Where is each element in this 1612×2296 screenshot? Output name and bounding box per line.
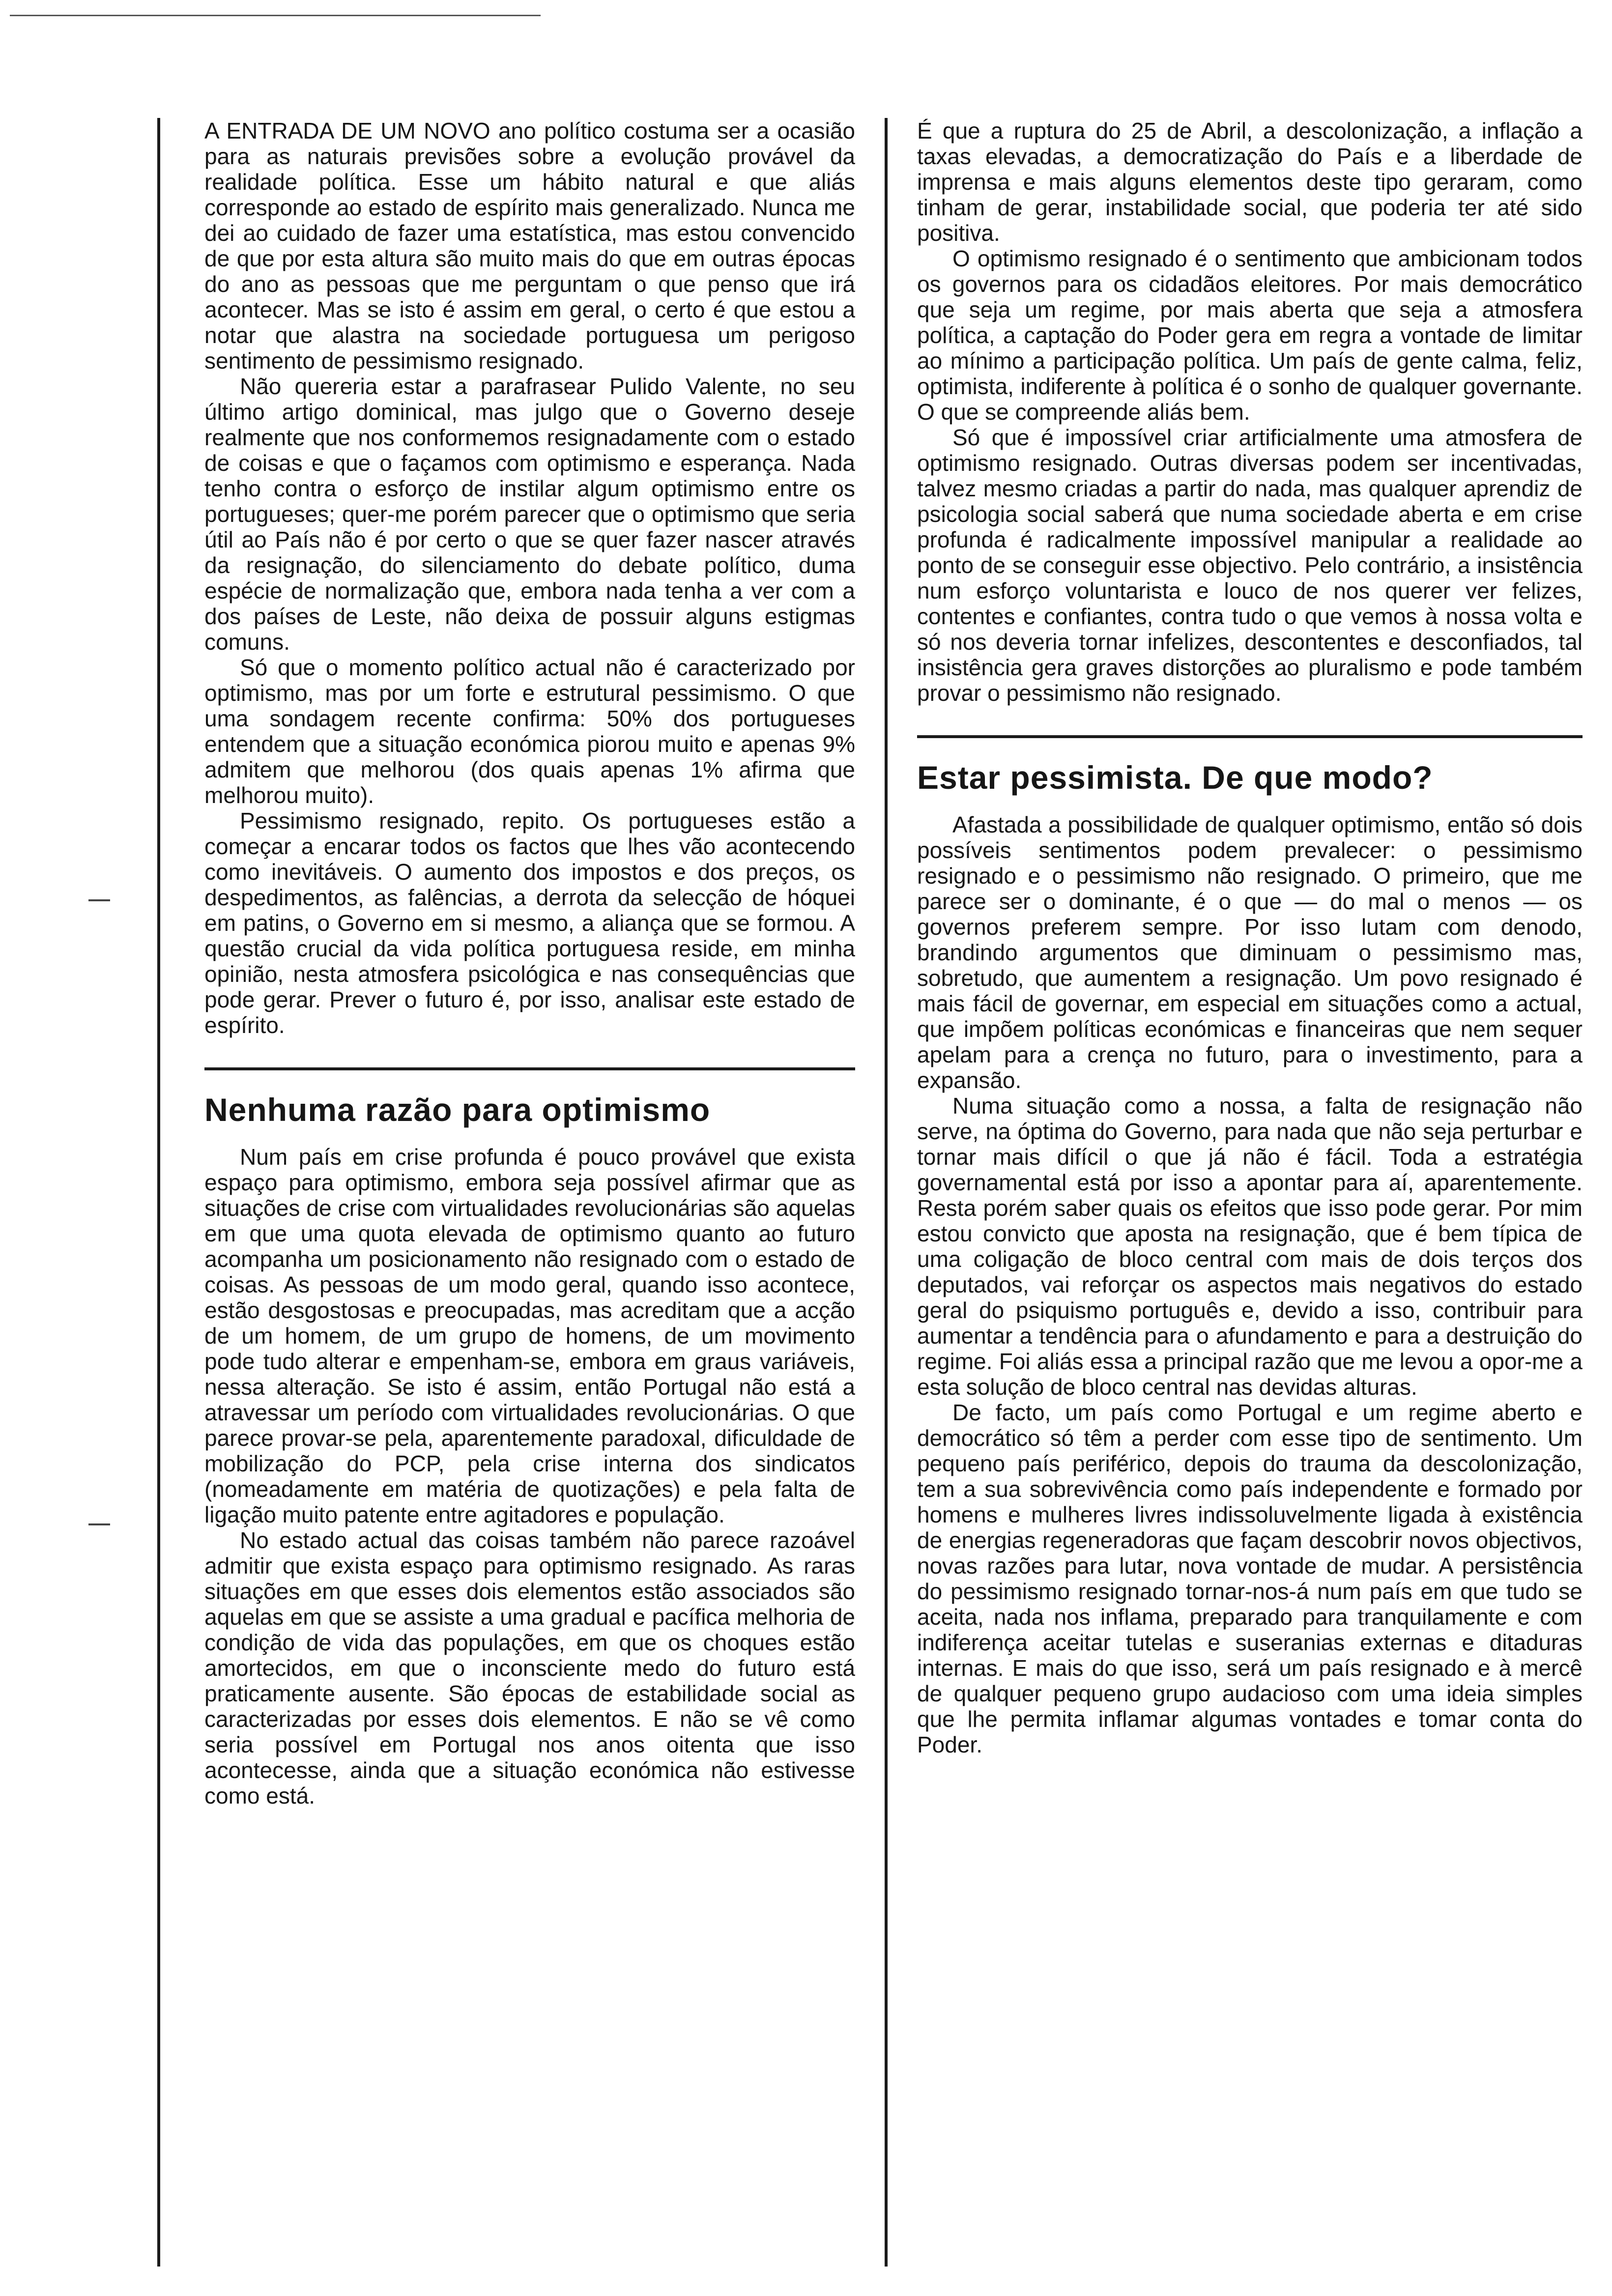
paragraph: Não quereria estar a parafrasear Pulido Valente, no seu último artigo dominical, mas julgo que o Governo deseje realmente que nos conformemos resignadamente com o estado de coisas e que o façamos com optimismo e esperança. Nada tenho contra o esforço de instilar algum optimismo entre os portugueses; quer-me porém parecer que o optimismo que seria útil ao País não é por certo o que se quer fazer nascer através da resignação, do silenciamento do debate político, duma espécie de normalização que, embora nada tenha a ver com a dos países de Leste, não deixa de possuir alguns estigmas comuns.	[204, 373, 855, 655]
paragraph: É que a ruptura do 25 de Abril, a descolonização, a inflação a taxas elevadas, a democratização do País e a liberdade de imprensa e mais alguns elementos deste tipo geraram, como tinham de gerar, instabilidade social, que poderia ter até sido positiva.	[917, 118, 1583, 246]
right-column	[885, 118, 1592, 2267]
paragraph: Só que é impossível criar artificialmente uma atmosfera de optimismo resignado. Outras diversas podem ser incentivadas, talvez mesmo criadas a partir do nada, mas qualquer aprendiz de psicologia social saberá que numa sociedade aberta e em crise profunda é radicalmente impossível manipular a realidade ao ponto de se conseguir esse objectivo. Pelo contrário, a insistência num esforço voluntarista e louco de nos querer ver felizes, contentes e confiantes, contra tudo o que vemos à nossa volta e só nos deveria tornar infelizes, descontentes e desconfiados, tal insistência gera graves distorções ao pluralismo e pode também provar o pessimismo não resignado.	[917, 425, 1583, 706]
paragraph: A ENTRADA DE UM NOVO ano político costuma ser a ocasião para as naturais previsões sobre a evolução provável da realidade política. Esse um hábito natural e que aliás corresponde ao estado de espírito mais generalizado. Nunca me dei ao cuidado de fazer uma estatística, mas estou convencido de que por esta altura são muito mais do que em outras épocas do ano as pessoas que me perguntam o que penso que irá acontecer. Mas se isto é assim em geral, o certo é que estou a notar que alastra na sociedade portuguesa um perigoso sentimento de pessimismo resignado.	[204, 118, 855, 373]
paragraph: Só que o momento político actual não é caracterizado por optimismo, mas por um forte e estrutural pessimismo. O que uma sondagem recente confirma: 50% dos portugueses entendem que a situação económica piorou muito e apenas 9% admitem que melhorou (dos quais apenas 1% afirma que melhorou muito).	[204, 655, 855, 808]
paragraph: Numa situação como a nossa, a falta de resignação não serve, na óptima do Governo, para nada que não seja perturbar e tornar mais difícil o que já não é fácil. Toda a estratégia governamental está por isso a apontar para aí, aparentemente. Resta porém saber quais os efeitos que isso pode gerar. Por mim estou convicto que aposta na resignação, que é bem típica de uma coligação de bloco central com mais de dois terços dos deputados, vai reforçar os aspectos mais negativos do estado geral do psiquismo português e, devido a isso, contribuir para aumentar a tendência para o afundamento e para a destruição do regime. Foi aliás essa a principal razão que me levou a opor-me a esta solução de bloco central nas devidas alturas.	[917, 1093, 1583, 1400]
section-estar-pessimista	[917, 735, 1583, 1757]
margin-mark	[88, 899, 110, 901]
paragraph: Num país em crise profunda é pouco provável que exista espaço para optimismo, embora seja possível afirmar que as situações de crise com virtualidades revolucionárias são aquelas em que uma quota elevada de optimismo quanto ao futuro acompanha um posicionamento não resignado com o estado de coisas. As pessoas de um modo geral, quando isso acontece, estão desgostosas e preocupadas, mas acreditam que a acção de um homem, de um grupo de homens, de um movimento pode tudo alterar e empenham-se, embora em graus variáveis, nessa alteração. Se isto é assim, então Portugal não está a atravessar um período com virtualidades revolucionárias. O que parece provar-se pela, aparentemente paradoxal, dificuldade de mobilização do PCP, pela crise interna dos sindicatos (nomeadamente em matéria de quotizações) e pela falta de ligação muito patente entre agitadores e população.	[204, 1144, 855, 1527]
paragraph: Afastada a possibilidade de qualquer optimismo, então só dois possíveis sentimentos podem prevalecer: o pessimismo resignado e o pessimismo não resignado. O primeiro, que me parece ser o dominante, é o que — do mal o menos — os governos preferem sempre. Por isso lutam com denodo, brandindo argumentos que diminuam o pessimismo mas, sobretudo, que aumentem a resignação. Um povo resignado é mais fácil de governar, em especial em situações como a actual, que impõem políticas económicas e financeiras que nem sequer apelam para a crença no futuro, para o investimento, para a expansão.	[917, 812, 1583, 1093]
margin-mark	[88, 1523, 110, 1525]
section-nenhuma-razao	[204, 1067, 855, 1808]
paragraph: No estado actual das coisas também não parece razoável admitir que exista espaço para optimismo resignado. As raras situações em que esses dois elementos estão associados são aquelas em que se assiste a uma gradual e pacífica melhoria de condição de vida das populações, em que os choques estão amortecidos, em que o inconsciente medo do futuro está praticamente ausente. São épocas de estabilidade social as caracterizadas por esses dois elementos. E não se vê como seria possível em Portugal nos anos oitenta que isso acontecesse, ainda que a situação económica não estivesse como está.	[204, 1527, 855, 1808]
paragraph: De facto, um país como Portugal e um regime aberto e democrático só têm a perder com esse tipo de sentimento. Um pequeno país periférico, depois do trauma da descolonização, tem a sua sobrevivência como país independente e formado por homens e mulheres livres indissoluvelmente ligada à existência de energias regeneradoras que façam descobrir novos objectivos, novas razões para lutar, nova vontade de mudar. A persistência do pessimismo resignado tornar-nos-á num país em que tudo se aceita, nada nos inflama, preparado para tranquilamente e com indiferença aceitar tutelas e suseranias externas e ditaduras internas. E mais do que isso, será um país resignado e à mercê de qualquer pequeno grupo audacioso com uma ideia simples que lhe permita inflamar algumas vontades e tomar conta do Poder.	[917, 1400, 1583, 1757]
section-heading: Nenhuma razão para optimismo	[204, 1091, 711, 1128]
right-intro	[917, 118, 1583, 706]
left-intro	[204, 118, 855, 1038]
left-column	[157, 118, 865, 2267]
paragraph: Pessimismo resignado, repito. Os portugueses estão a começar a encarar todos os factos que lhes vão acontecendo como inevitáveis. O aumento dos impostos e dos preços, os despedimentos, as falências, a derrota da selecção de hóquei em patins, o Governo em si mesmo, a aliança que se formou. A questão crucial da vida política portuguesa reside, em minha opinião, nesta atmosfera psicológica e nas consequências que pode gerar. Prever o futuro é, por isso, analisar este estado de espírito.	[204, 808, 855, 1038]
paragraph: O optimismo resignado é o sentimento que ambicionam todos os governos para os cidadãos eleitores. Por mais democrático que seja um regime, por mais aberta que seja a atmosfera política, a captação do Poder gera em regra a vontade de limitar ao mínimo a participação política. Um país de gente calma, feliz, optimista, indiferente à política é o sonho de qualquer governante. O que se compreende aliás bem.	[917, 246, 1583, 425]
top-rule	[10, 15, 541, 16]
section-heading: Estar pessimista. De que modo?	[917, 759, 1433, 796]
